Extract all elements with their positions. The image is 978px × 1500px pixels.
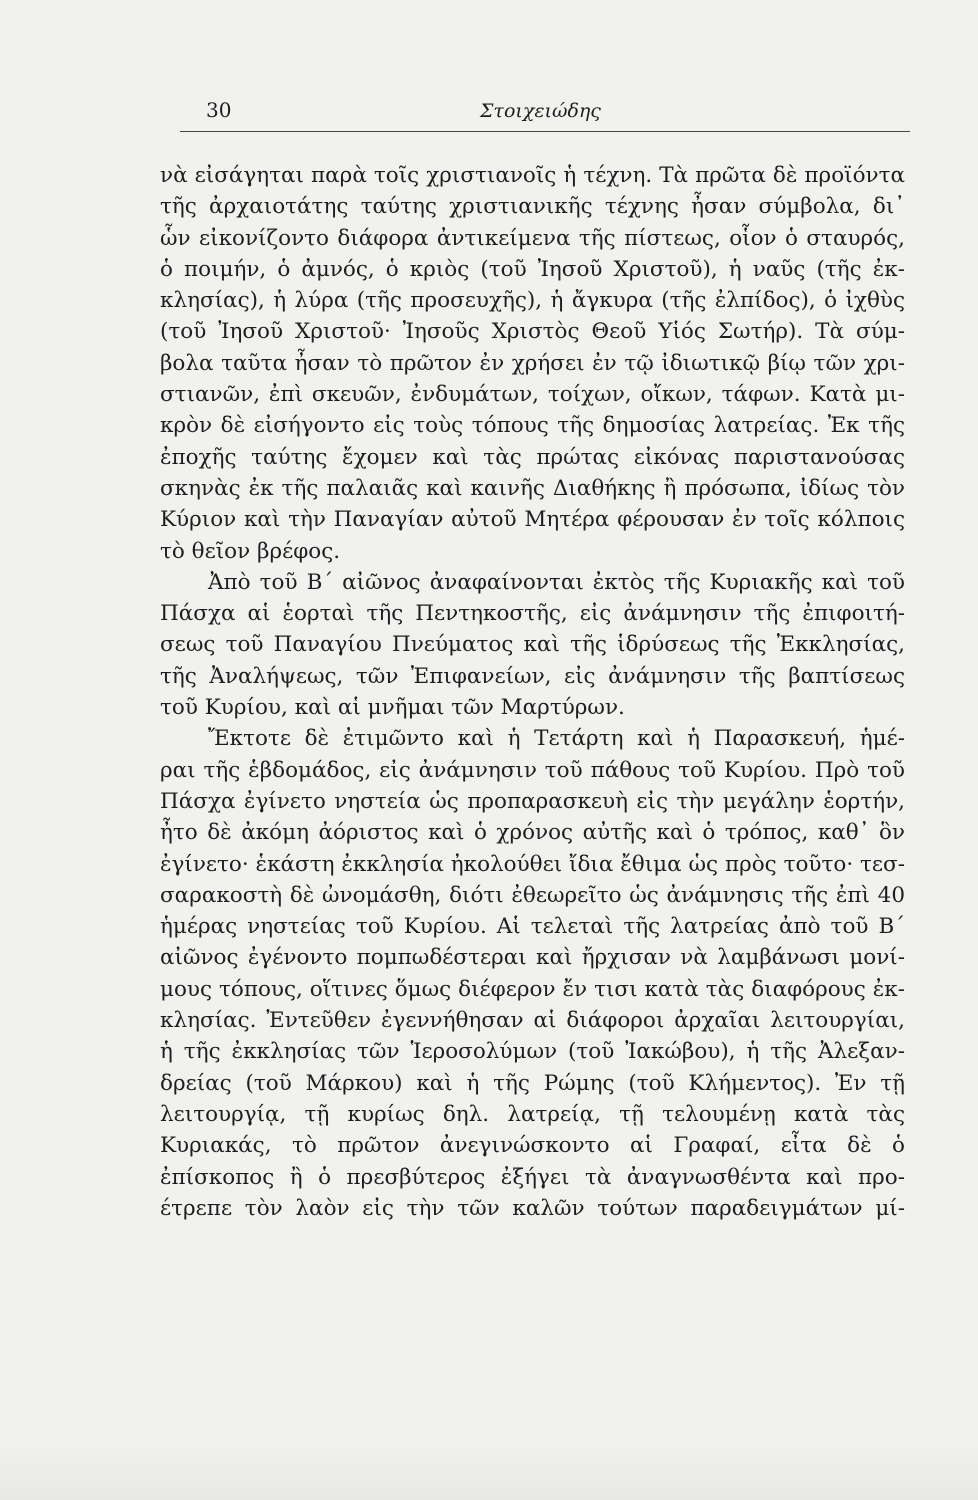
text-line: ὧν εἰκονίζοντο διάφορα ἀντικείμενα τῆς πίστεως, οἷον ὁ σταυρός, [160,225,905,251]
text-line: λειτουργίᾳ, τῇ κυρίως δηλ. λατρείᾳ, τῇ τελουμένῃ κατὰ τὰς [160,1101,905,1127]
text-line: ἡ τῆς ἐκκλησίας τῶν Ἱεροσολύμων (τοῦ Ἰακώβου), ἡ τῆς Ἀλεξαν- [160,1039,905,1065]
text-line: κλησίας. Ἐντεῦθεν ἐγεννήθησαν αἱ διάφοροι ἀρχαῖαι λειτουργίαι, [160,1008,905,1034]
text-line: Πάσχα ἐγίνετο νηστεία ὡς προπαρασκευὴ εἰς τὴν μεγάλην ἑορτήν, [160,788,905,814]
text-line: Κυριακάς, τὸ πρῶτον ἀνεγινώσκοντο αἱ Γραφαί, εἶτα δὲ ὁ [160,1133,905,1159]
text-line: σεως τοῦ Παναγίου Πνεύματος καὶ τῆς ἱδρύσεως τῆς Ἐκκλησίας, [160,632,905,658]
text-line: σκηνὰς ἐκ τῆς παλαιᾶς καὶ καινῆς Διαθήκης ἢ πρόσωπα, ἰδίως τὸν [160,475,905,501]
paragraph [160,567,905,723]
page-number: 30 [206,98,232,122]
text-line: ὁ ποιμήν, ὁ ἀμνός, ὁ κριὸς (τοῦ Ἰησοῦ Χριστοῦ), ἡ ναῦς (τῆς ἐκ- [160,256,905,282]
text-line: Πάσχα αἱ ἑορταὶ τῆς Πεντηκοστῆς, εἰς ἀνάμνησιν τῆς ἐπιφοιτή- [160,601,905,627]
paragraph [160,723,905,1224]
text-line: Ἀπὸ τοῦ Β΄ αἰῶνος ἀναφαίνονται ἐκτὸς τῆς Κυριακῆς καὶ τοῦ [208,569,905,595]
text-line: βολα ταῦτα ἦσαν τὸ πρῶτον ἐν χρήσει ἐν τῷ ἰδιωτικῷ βίῳ τῶν χρι- [160,350,905,376]
paragraph [160,160,905,567]
text-line: σαρακοστὴ δὲ ὠνομάσθη, διότι ἐθεωρεῖτο ὡς ἀνάμνησις τῆς ἐπὶ 40 [160,882,905,908]
text-line: Ἔκτοτε δὲ ἐτιμῶντο καὶ ἡ Τετάρτη καὶ ἡ Παρασκευή, ἡμέ- [208,726,905,752]
running-title: Στοιχειώδης [480,100,601,122]
text-line: ραι τῆς ἑβδομάδος, εἰς ἀνάμνησιν τοῦ πάθους τοῦ Κυρίου. Πρὸ τοῦ [160,757,905,783]
text-line: στιανῶν, ἐπὶ σκευῶν, ἐνδυμάτων, τοίχων, οἴκων, τάφων. Κατὰ μι- [160,382,905,408]
text-line: κρὸν δὲ εἰσήγοντο εἰς τοὺς τόπους τῆς δημοσίας λατρείας. Ἐκ τῆς [160,413,905,439]
text-line: τοῦ Κυρίου, καὶ αἱ μνῆμαι τῶν Μαρτύρων. [160,695,625,721]
text-line: τῆς ἀρχαιοτάτης ταύτης χριστιανικῆς τέχνης ἦσαν σύμβολα, δι᾽ [160,194,905,220]
page-header [180,96,910,126]
body-text [160,160,905,1224]
text-line: (τοῦ Ἰησοῦ Χριστοῦ· Ἰησοῦς Χριστὸς Θεοῦ Υἱός Σωτήρ). Τὰ σύμ- [160,319,905,345]
text-line: ἐπίσκοπος ἢ ὁ πρεσβύτερος ἐξήγει τὰ ἀναγνωσθέντα καὶ προ- [160,1164,905,1190]
text-line: ἐποχῆς ταύτης ἔχομεν καὶ τὰς πρώτας εἰκόνας παριστανούσας [160,444,905,470]
text-line: ἦτο δὲ ἀκόμη ἀόριστος καὶ ὁ χρόνος αὐτῆς καὶ ὁ τρόπος, καθ᾽ ὃν [160,820,905,846]
text-line: Κύριον καὶ τὴν Παναγίαν αὐτοῦ Μητέρα φέρουσαν ἐν τοῖς κόλποις [160,507,905,533]
text-line: έτρεπε τὸν λαὸν εἰς τὴν τῶν καλῶν τούτων παραδειγμάτων μί- [160,1195,905,1221]
text-line: κλησίας), ἡ λύρα (τῆς προσευχῆς), ἡ ἄγκυρα (τῆς ἐλπίδος), ὁ ἰχθὺς [160,288,905,314]
text-line: ἐγίνετο· ἑκάστη ἐκκλησία ἠκολούθει ἴδια ἔθιμα ὡς πρὸς τοῦτο· τεσ- [160,851,905,877]
text-line: μους τόπους, οἵτινες ὅμως διέφερον ἔν τισι κατὰ τὰς διαφόρους ἐκ- [160,976,905,1002]
text-line: τὸ θεῖον βρέφος. [160,538,341,564]
page-shadow [0,1440,978,1500]
text-line: δρείας (τοῦ Μάρκου) καὶ ἡ τῆς Ρώμης (τοῦ Κλήμεντος). Ἐν τῇ [160,1070,905,1096]
text-line: ἡμέρας νηστείας τοῦ Κυρίου. Αἱ τελεταὶ τῆς λατρείας ἀπὸ τοῦ Β΄ [160,914,905,940]
text-line: νὰ εἰσάγηται παρὰ τοῖς χριστιανοῖς ἡ τέχνη. Τὰ πρῶτα δὲ προϊόντα [160,163,905,188]
header-rule [180,131,910,132]
text-line: αἰῶνος ἐγένοντο πομπωδέστεραι καὶ ἤρχισαν νὰ λαμβάνωσι μονί- [160,945,905,971]
text-line: τῆς Ἀναλήψεως, τῶν Ἐπιφανείων, εἰς ἀνάμνησιν τῆς βαπτίσεως [160,663,905,689]
